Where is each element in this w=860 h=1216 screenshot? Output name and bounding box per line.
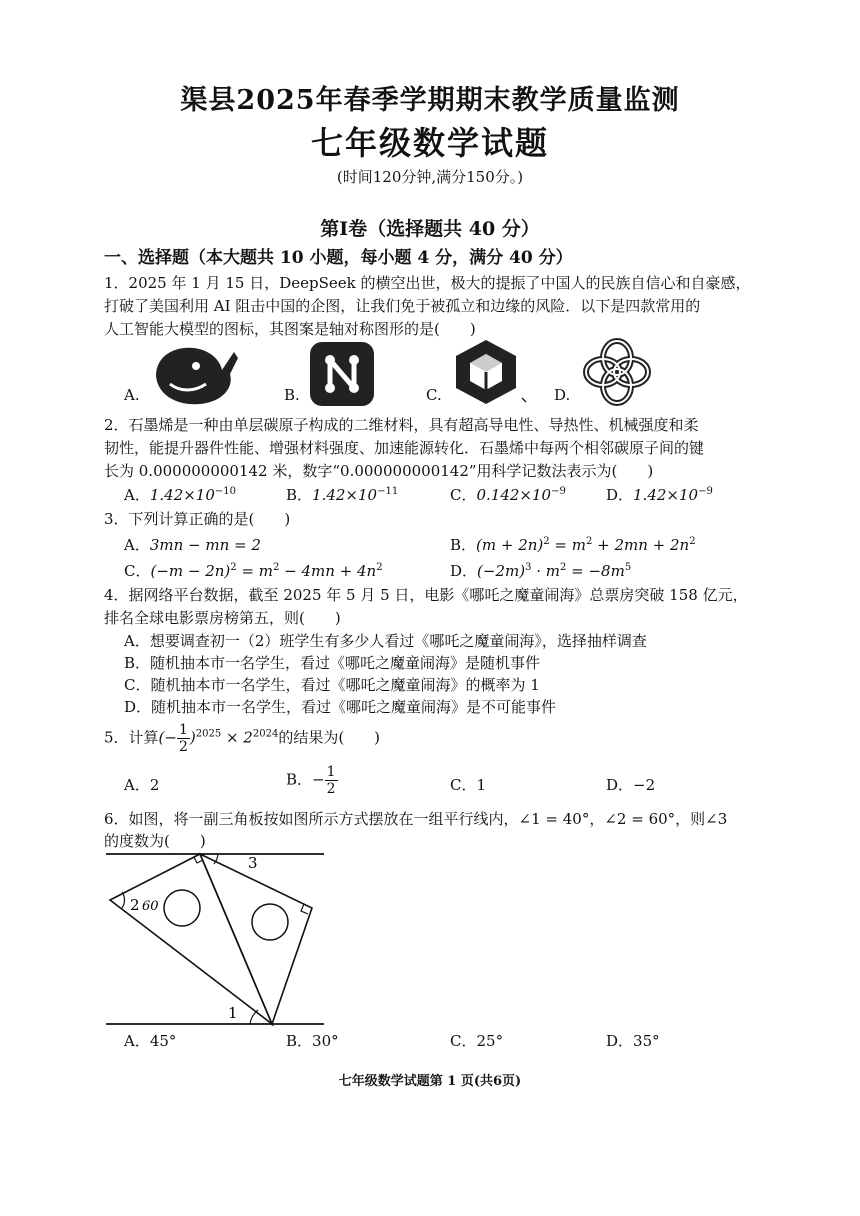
q2-option-a [124, 484, 236, 505]
q6-triangle-right-hole [252, 904, 288, 940]
q3-option-d-sup3: 5 [624, 562, 632, 573]
q4-line1: 4．据网络平台数据，截至 2025 年 5 月 5 日，电影《哪吒之魔童闹海》总票房突破 158 亿元， [104, 586, 748, 604]
q2-option-a-label: A． [124, 486, 150, 504]
q3-option-a-expr: 3mn − mn = 2 [149, 536, 261, 554]
q3-option-b-sup2: 2 [585, 536, 593, 547]
whale-logo-icon [150, 340, 242, 408]
q5-open-paren: (− [158, 728, 177, 747]
q3-option-c-part2: = m [236, 562, 273, 580]
q1-option-a-label: A. [124, 386, 140, 404]
q2-option-c-exp: −9 [551, 486, 566, 497]
q5-fraction-denominator: 2 [178, 739, 188, 755]
q2-line2: 韧性，能提升器件性能、增强材料强度、加速能源转化．石墨烯中每两个相邻碳原子间的键 [104, 439, 705, 457]
q2-option-b-exp: −11 [377, 486, 399, 497]
q1-option-b-label: B. [284, 386, 300, 404]
q6-label-3: 3 [248, 854, 258, 872]
q2-option-a-exp: −10 [214, 486, 237, 497]
q6-triangle-left-hole [164, 890, 200, 926]
q4-line2: 排名全球电影票房榜第五，则( ) [104, 609, 341, 627]
q2-option-c [450, 484, 566, 505]
q6-triangle-left [110, 854, 272, 1024]
q1-line2: 打破了美国利用 AI 阻击中国的企图，让我们免于被孤立和边缘的风险．以下是四款常用的 [104, 297, 701, 315]
q4-option-a: A．想要调查初一（2）班学生有多少人看过《哪吒之魔童闹海》，选择抽样调查 [124, 632, 647, 650]
q5-option-d: D．−2 [606, 776, 656, 794]
q5-option-b-fraction [325, 764, 338, 797]
q2-option-b [286, 484, 398, 505]
q6-line1: 6．如图，将一副三角板按如图所示方式摆放在一组平行线内，∠1 = 40°，∠2 = 60°，则∠3 [104, 810, 728, 828]
q5-option-b-denominator: 2 [326, 781, 336, 797]
q3-option-d-label: D． [450, 562, 478, 580]
q3-option-c [124, 560, 383, 581]
q3-option-c-part3: − 4mn + 4n [279, 562, 377, 580]
q3-option-b-part2: = m [549, 536, 586, 554]
q3-option-c-sup1: 2 [230, 562, 237, 573]
q3-option-b [450, 534, 696, 555]
q3-option-c-sup2: 2 [273, 562, 280, 573]
q3-option-d-part3: = −8m [566, 562, 625, 580]
q4-option-c: C．随机抽本市一名学生，看过《哪吒之魔童闹海》的概率为 1 [124, 676, 540, 694]
q2-line1: 2．石墨烯是一种由单层碳原子构成的二维材料，具有超高导电性、导热性、机械强度和柔 [104, 416, 699, 434]
cube-logo-icon [452, 336, 530, 406]
exam-time-note: (时间120分钟,满分150分。) [336, 168, 524, 186]
q3-stem: 3．下列计算正确的是( ) [104, 510, 291, 528]
q6-option-a: A．45° [124, 1032, 177, 1050]
exam-title-line1: 渠县2025年春季学期期末教学质量监测 [180, 85, 680, 116]
q5-option-b-sign: − [312, 770, 325, 789]
q6-option-b: B．30° [286, 1032, 339, 1050]
q2-option-d-exp: −9 [698, 486, 713, 497]
q5-prefix: 5．计算 [104, 728, 159, 747]
q2-option-c-base: 0.142×10 [476, 486, 552, 504]
section-title: 一、选择题（本大题共 10 小题，每小题 4 分，满分 40 分） [104, 248, 573, 268]
q3-option-b-sup3: 2 [689, 536, 696, 547]
q2-option-d [606, 484, 713, 505]
q5-option-b-numerator: 1 [326, 764, 336, 780]
page-footer: 七年级数学试题第 1 页(共6页) [338, 1074, 522, 1089]
q2-option-b-label: B． [286, 486, 313, 504]
q1-line3: 人工智能大模型的图标，其图案是轴对称图形的是( ) [104, 320, 476, 338]
q6-triangle-right [200, 854, 312, 1024]
q5-fraction [177, 722, 190, 755]
q2-option-d-label: D． [606, 486, 634, 504]
q5-option-c: C．1 [450, 776, 487, 794]
q1-line1: 1．2025 年 1 月 15 日，DeepSeek 的横空出世，极大的提振了中国人的民族自信心和自豪感， [104, 274, 751, 292]
q2-option-c-label: C． [450, 486, 477, 504]
q3-option-c-sup3: 2 [376, 562, 383, 573]
q2-option-d-base: 1.42×10 [633, 486, 699, 504]
q3-option-d [450, 560, 631, 581]
q3-option-b-part3: + 2mn + 2n [592, 536, 690, 554]
q3-option-b-part1: (m + 2n) [476, 536, 544, 554]
q5-option-b-label: B． [286, 770, 313, 789]
q6-option-c: C．25° [450, 1032, 504, 1050]
q1-option-d-label: D. [554, 386, 571, 404]
q3-option-d-part1: (−2m) [477, 562, 526, 580]
node-graph-logo-icon [308, 340, 376, 408]
q6-label-1: 1 [228, 1004, 238, 1022]
q5-fraction-numerator: 1 [178, 722, 188, 738]
q5-option-a: A．2 [124, 776, 160, 794]
q4-option-d: D．随机抽本市一名学生，看过《哪吒之魔童闹海》是不可能事件 [124, 698, 557, 716]
exam-title-line2: 七年级数学试题 [310, 124, 549, 162]
q3-option-d-sup2: 2 [559, 562, 567, 573]
q6-figure [100, 848, 340, 1032]
q6-option-d: D．35° [606, 1032, 660, 1050]
part-title: 第Ⅰ卷（选择题共 40 分） [320, 218, 540, 240]
q2-option-a-base: 1.42×10 [149, 486, 215, 504]
q3-option-a [124, 534, 261, 555]
q2-option-b-base: 1.42×10 [312, 486, 378, 504]
q6-line2: 的度数为( ) [104, 832, 206, 850]
q2-line3: 长为 0.000000000142 米，数字“0.000000000142”用科学记数法表示为( ) [104, 462, 654, 480]
q6-handwritten-note: 60 [142, 899, 159, 914]
q5-exponent-1: 2025 [195, 728, 222, 740]
q5-suffix: 的结果为( ) [278, 728, 381, 747]
q3-option-b-sup1: 2 [543, 536, 550, 547]
q3-option-c-label: C． [124, 562, 151, 580]
q5-stem [104, 722, 380, 755]
q3-option-c-part1: (−m − 2n) [150, 562, 231, 580]
q1-option-c-label: C. [426, 386, 442, 404]
q6-label-2: 2 [130, 896, 140, 914]
knot-logo-icon [578, 336, 656, 408]
q3-option-a-label: A． [124, 536, 150, 554]
q5-exponent-2: 2024 [252, 728, 279, 740]
q3-option-d-sup1: 3 [525, 562, 532, 573]
q5-times: × 2 [221, 728, 253, 747]
q5-option-b [286, 764, 338, 797]
q4-option-b: B．随机抽本市一名学生，看过《哪吒之魔童闹海》是随机事件 [124, 654, 541, 672]
q5-close-paren: ) [189, 728, 196, 747]
q3-option-d-part2: · m [531, 562, 560, 580]
q3-option-b-label: B． [450, 536, 477, 554]
